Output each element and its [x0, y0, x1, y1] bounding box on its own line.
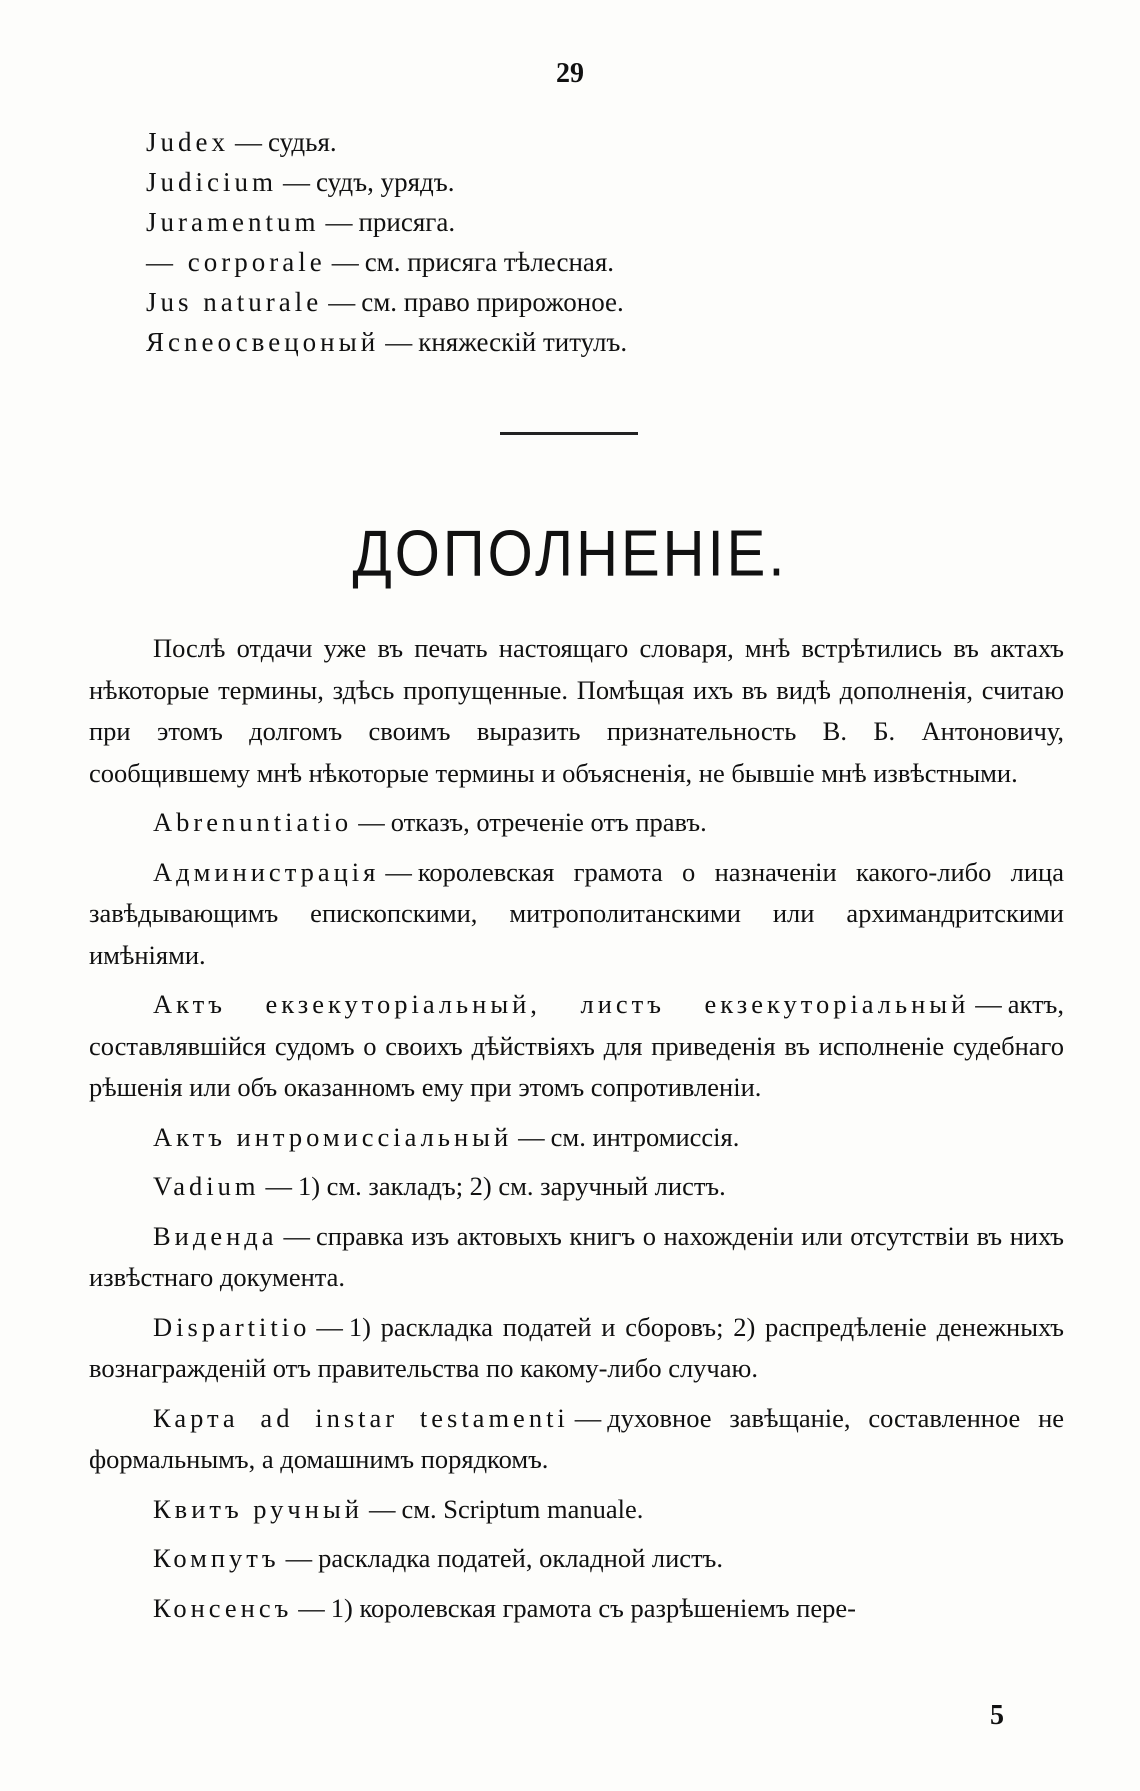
entry-definition: судья.: [268, 127, 337, 157]
list-item: [146, 322, 1046, 362]
entry-definition: см. присяга тѣлесная.: [364, 247, 615, 277]
entry-term: Vadium: [153, 1171, 260, 1201]
entry-dash: —: [265, 1171, 292, 1201]
list-item: [146, 162, 1046, 202]
entry-term: Jus naturale: [146, 287, 323, 317]
list-item: [89, 1216, 1064, 1299]
entry-dash: —: [325, 207, 353, 237]
signature-mark: 5: [990, 1700, 1004, 1731]
entry-dash: —: [298, 1592, 325, 1623]
entry-definition: см. Scriptum manuale.: [401, 1493, 644, 1524]
entry-dash: —: [385, 327, 413, 357]
section-divider: [500, 432, 638, 435]
list-item: [89, 1307, 1064, 1390]
entry-dash: —: [518, 1121, 545, 1152]
list-item: [89, 802, 1064, 844]
page-number: 29: [556, 58, 584, 89]
section-title: ДОПОЛНЕНІЕ.: [352, 517, 788, 590]
entry-definition: 1) королевская грамота съ разрѣшеніемъ пере-: [330, 1592, 856, 1623]
entry-definition: актъ, составлявшійся судомъ о своихъ дѣйствіяхъ для приведенія въ исполненіе судебнаго рѣшенія или объ оказанномъ ему при этомъ сопротивленіи.: [89, 989, 1064, 1102]
entry-term: Ясneосвецоный: [146, 327, 380, 357]
entry-definition: 1) см. закладъ; 2) см. заручный листъ.: [297, 1171, 726, 1201]
entry-definition: раскладка податей, окладной листъ.: [318, 1543, 723, 1573]
entry-definition: справка изъ актовыхъ книгъ о нахожденіи или отсутствіи въ нихъ извѣстнаго документа.: [89, 1220, 1064, 1292]
entry-dash: —: [574, 1402, 602, 1433]
entry-definition: княжескій титулъ.: [418, 327, 628, 357]
entry-term: Консенсъ: [153, 1592, 293, 1623]
list-item: [89, 1538, 1064, 1580]
entry-definition: духовное завѣщаніе, составленное не формальнымъ, а домашнимъ порядкомъ.: [89, 1402, 1065, 1474]
entry-definition: присяга.: [358, 207, 456, 237]
entry-dash: —: [283, 1220, 311, 1251]
list-item: [146, 122, 1046, 162]
entry-dash: —: [316, 1311, 343, 1342]
entry-dash: —: [283, 167, 310, 197]
addendum-body: [89, 628, 1064, 1637]
entry-term: Актъ интромиссіальный: [153, 1121, 513, 1152]
entry-definition: см. интромиссія.: [550, 1121, 740, 1152]
list-item: [146, 282, 1046, 322]
entry-dash: —: [358, 807, 385, 837]
entry-term: Актъ екзекуторіальный, листъ екзекуторіальный: [153, 989, 970, 1019]
list-item: [89, 1398, 1064, 1481]
list-item: [146, 242, 1046, 282]
entry-term: Виденда: [153, 1220, 278, 1251]
entry-definition: см. право прирожоное.: [361, 287, 624, 317]
entry-term: Juramentum: [146, 207, 320, 237]
list-item: [146, 202, 1046, 242]
entry-term: Abrenuntiatio: [153, 807, 353, 837]
entry-dash: —: [285, 1543, 313, 1573]
entry-term: Администрація: [153, 856, 380, 887]
entry-definition: судъ, урядъ.: [316, 167, 455, 197]
entry-term: Квитъ ручный: [153, 1493, 363, 1524]
entry-definition: 1) раскладка податей и сборовъ; 2) распредѣленіе денежныхъ вознагражденій отъ правительства по какому-либо случаю.: [89, 1311, 1064, 1383]
entry-dash: —: [328, 287, 356, 317]
intro-paragraph: Послѣ отдачи уже въ печать настоящаго словаря, мнѣ встрѣтились въ актахъ нѣкоторые термины, здѣсь пропущенные. Помѣщая ихъ въ видѣ дополненія, считаю при этомъ долгомъ своимъ выразить признательность В. Б. Антоновичу, сообщившему мнѣ нѣкоторые термины и объясненія, не бывшіе мнѣ извѣстными.: [89, 633, 1064, 788]
list-item: [89, 1588, 1064, 1630]
list-item: [89, 984, 1064, 1109]
entry-term: — corporale: [146, 247, 326, 277]
entry-dash: —: [368, 1493, 396, 1524]
list-item: [89, 1489, 1064, 1531]
list-item: [89, 1166, 1064, 1208]
entry-dash: —: [975, 989, 1002, 1019]
list-item: [89, 852, 1064, 977]
entry-term: Карта ad instar testamenti: [153, 1402, 569, 1433]
entry-term: Компутъ: [153, 1543, 280, 1573]
entry-term: Dispartitio: [153, 1311, 311, 1342]
entry-term: Judicium: [146, 167, 277, 197]
list-item: [89, 1117, 1064, 1159]
entry-term: Judex: [146, 127, 229, 157]
top-entry-list: [146, 122, 1046, 362]
entry-dash: —: [385, 856, 412, 887]
entry-dash: —: [235, 127, 262, 157]
entry-dash: —: [331, 247, 359, 277]
entry-definition: королевская грамота о назначеніи какого-либо лица завѣдывающимъ епископскими, митрополитанскими или архимандритскими имѣніями.: [89, 856, 1064, 970]
entry-definition: отказъ, отреченіе отъ правъ.: [390, 807, 707, 837]
